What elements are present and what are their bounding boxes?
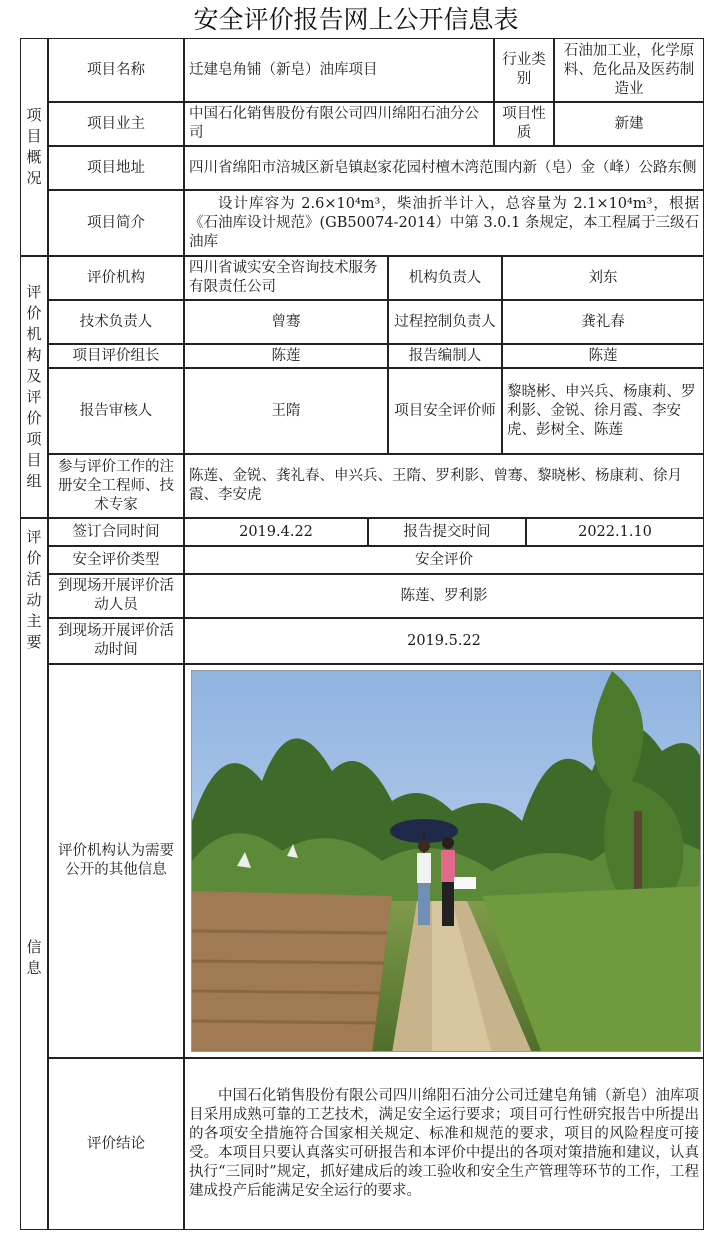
assessor-label: 项目安全评价师 xyxy=(388,368,502,454)
nature-label: 项目性质 xyxy=(494,102,554,146)
type-value: 安全评价 xyxy=(184,546,704,574)
industry-label: 行业类别 xyxy=(494,38,554,102)
nature-value: 新建 xyxy=(554,102,704,146)
staff-value: 陈莲、罗利影 xyxy=(184,574,704,618)
contract-label: 签订合同时间 xyxy=(48,518,184,546)
org-value: 四川省诚实安全咨询技术服务有限责任公司 xyxy=(184,256,388,300)
org-label: 评价机构 xyxy=(48,256,184,300)
address-label: 项目地址 xyxy=(48,146,184,190)
intro-value: 设计库容为 2.6×10⁴m³，柴油折半计入，总容量为 2.1×10⁴m³，根据《石油库设计规范》(GB50074-2014）中第 3.0.1 条规定，本工程属于三级石油库 xyxy=(184,190,704,256)
section-activity: 评价活动主要 信息 xyxy=(20,518,48,1230)
conclusion-value: 中国石化销售股份有限公司四川绵阳石油分公司迁建皂角铺（新皂）油库项目采用成熟可靠的工艺技术，满足安全运行要求；项目可行性研究报告中所提出的各项安全措施符合国家相关规定、标准和规范的要求，项目的风险程度可接受。本项目只要认真落实可研报告和本评价中提出的各项对策措施和建议，认真执行“三同时”规定，抓好建成后的竣工验收和安全生产管理等环节的工作，工程建成投产后能满足安全运行的要求。 xyxy=(184,1058,704,1230)
writer-label: 报告编制人 xyxy=(388,344,502,368)
contract-date: 2019.4.22 xyxy=(184,518,368,546)
type-label: 安全评价类型 xyxy=(48,546,184,574)
tech-value: 曾骞 xyxy=(184,300,388,344)
site-photo xyxy=(191,670,701,1052)
process-label: 过程控制负责人 xyxy=(388,300,502,344)
owner-label: 项目业主 xyxy=(48,102,184,146)
reviewer-value: 王隋 xyxy=(184,368,388,454)
address-value: 四川省绵阳市涪城区新皂镇赵家花园村檀木湾范围内新（皂）金（峰）公路东侧 xyxy=(184,146,704,190)
time-label: 到现场开展评价活动时间 xyxy=(48,618,184,664)
other-info-label: 评价机构认为需要公开的其他信息 xyxy=(48,664,184,1058)
tech-label: 技术负责人 xyxy=(48,300,184,344)
staff-label: 到现场开展评价活动人员 xyxy=(48,574,184,618)
industry-value: 石油加工业，化学原料、危化品及医药制造业 xyxy=(554,38,704,102)
writer-value: 陈莲 xyxy=(502,344,704,368)
submit-label: 报告提交时间 xyxy=(368,518,526,546)
assessor-value: 黎晓彬、申兴兵、杨康莉、罗利影、金锐、徐月霞、李安虎、彭树全、陈莲 xyxy=(502,368,704,454)
owner-value: 中国石化销售股份有限公司四川绵阳石油分公司 xyxy=(184,102,494,146)
conclusion-label: 评价结论 xyxy=(48,1058,184,1230)
engineers-value: 陈莲、金锐、龚礼春、申兴兵、王隋、罗利影、曾骞、黎晓彬、杨康莉、徐月霞、李安虎 xyxy=(184,454,704,518)
time-value: 2019.5.22 xyxy=(184,618,704,664)
submit-date: 2022.1.10 xyxy=(526,518,704,546)
project-name-label: 项目名称 xyxy=(48,38,184,102)
engineers-label: 参与评价工作的注册安全工程师、技术专家 xyxy=(48,454,184,518)
intro-label: 项目简介 xyxy=(48,190,184,256)
section-agency: 评价机构及评价项目组 xyxy=(20,256,48,518)
head-label: 机构负责人 xyxy=(388,256,502,300)
head-value: 刘东 xyxy=(502,256,704,300)
page-title: 安全评价报告网上公开信息表 xyxy=(193,5,519,34)
leader-value: 陈莲 xyxy=(184,344,388,368)
section-info: 信息 xyxy=(26,938,42,977)
reviewer-label: 报告审核人 xyxy=(48,368,184,454)
section-overview: 项目概况 xyxy=(20,38,48,256)
process-value: 龚礼春 xyxy=(502,300,704,344)
leader-label: 项目评价组长 xyxy=(48,344,184,368)
project-name: 迁建皂角铺（新皂）油库项目 xyxy=(184,38,494,102)
